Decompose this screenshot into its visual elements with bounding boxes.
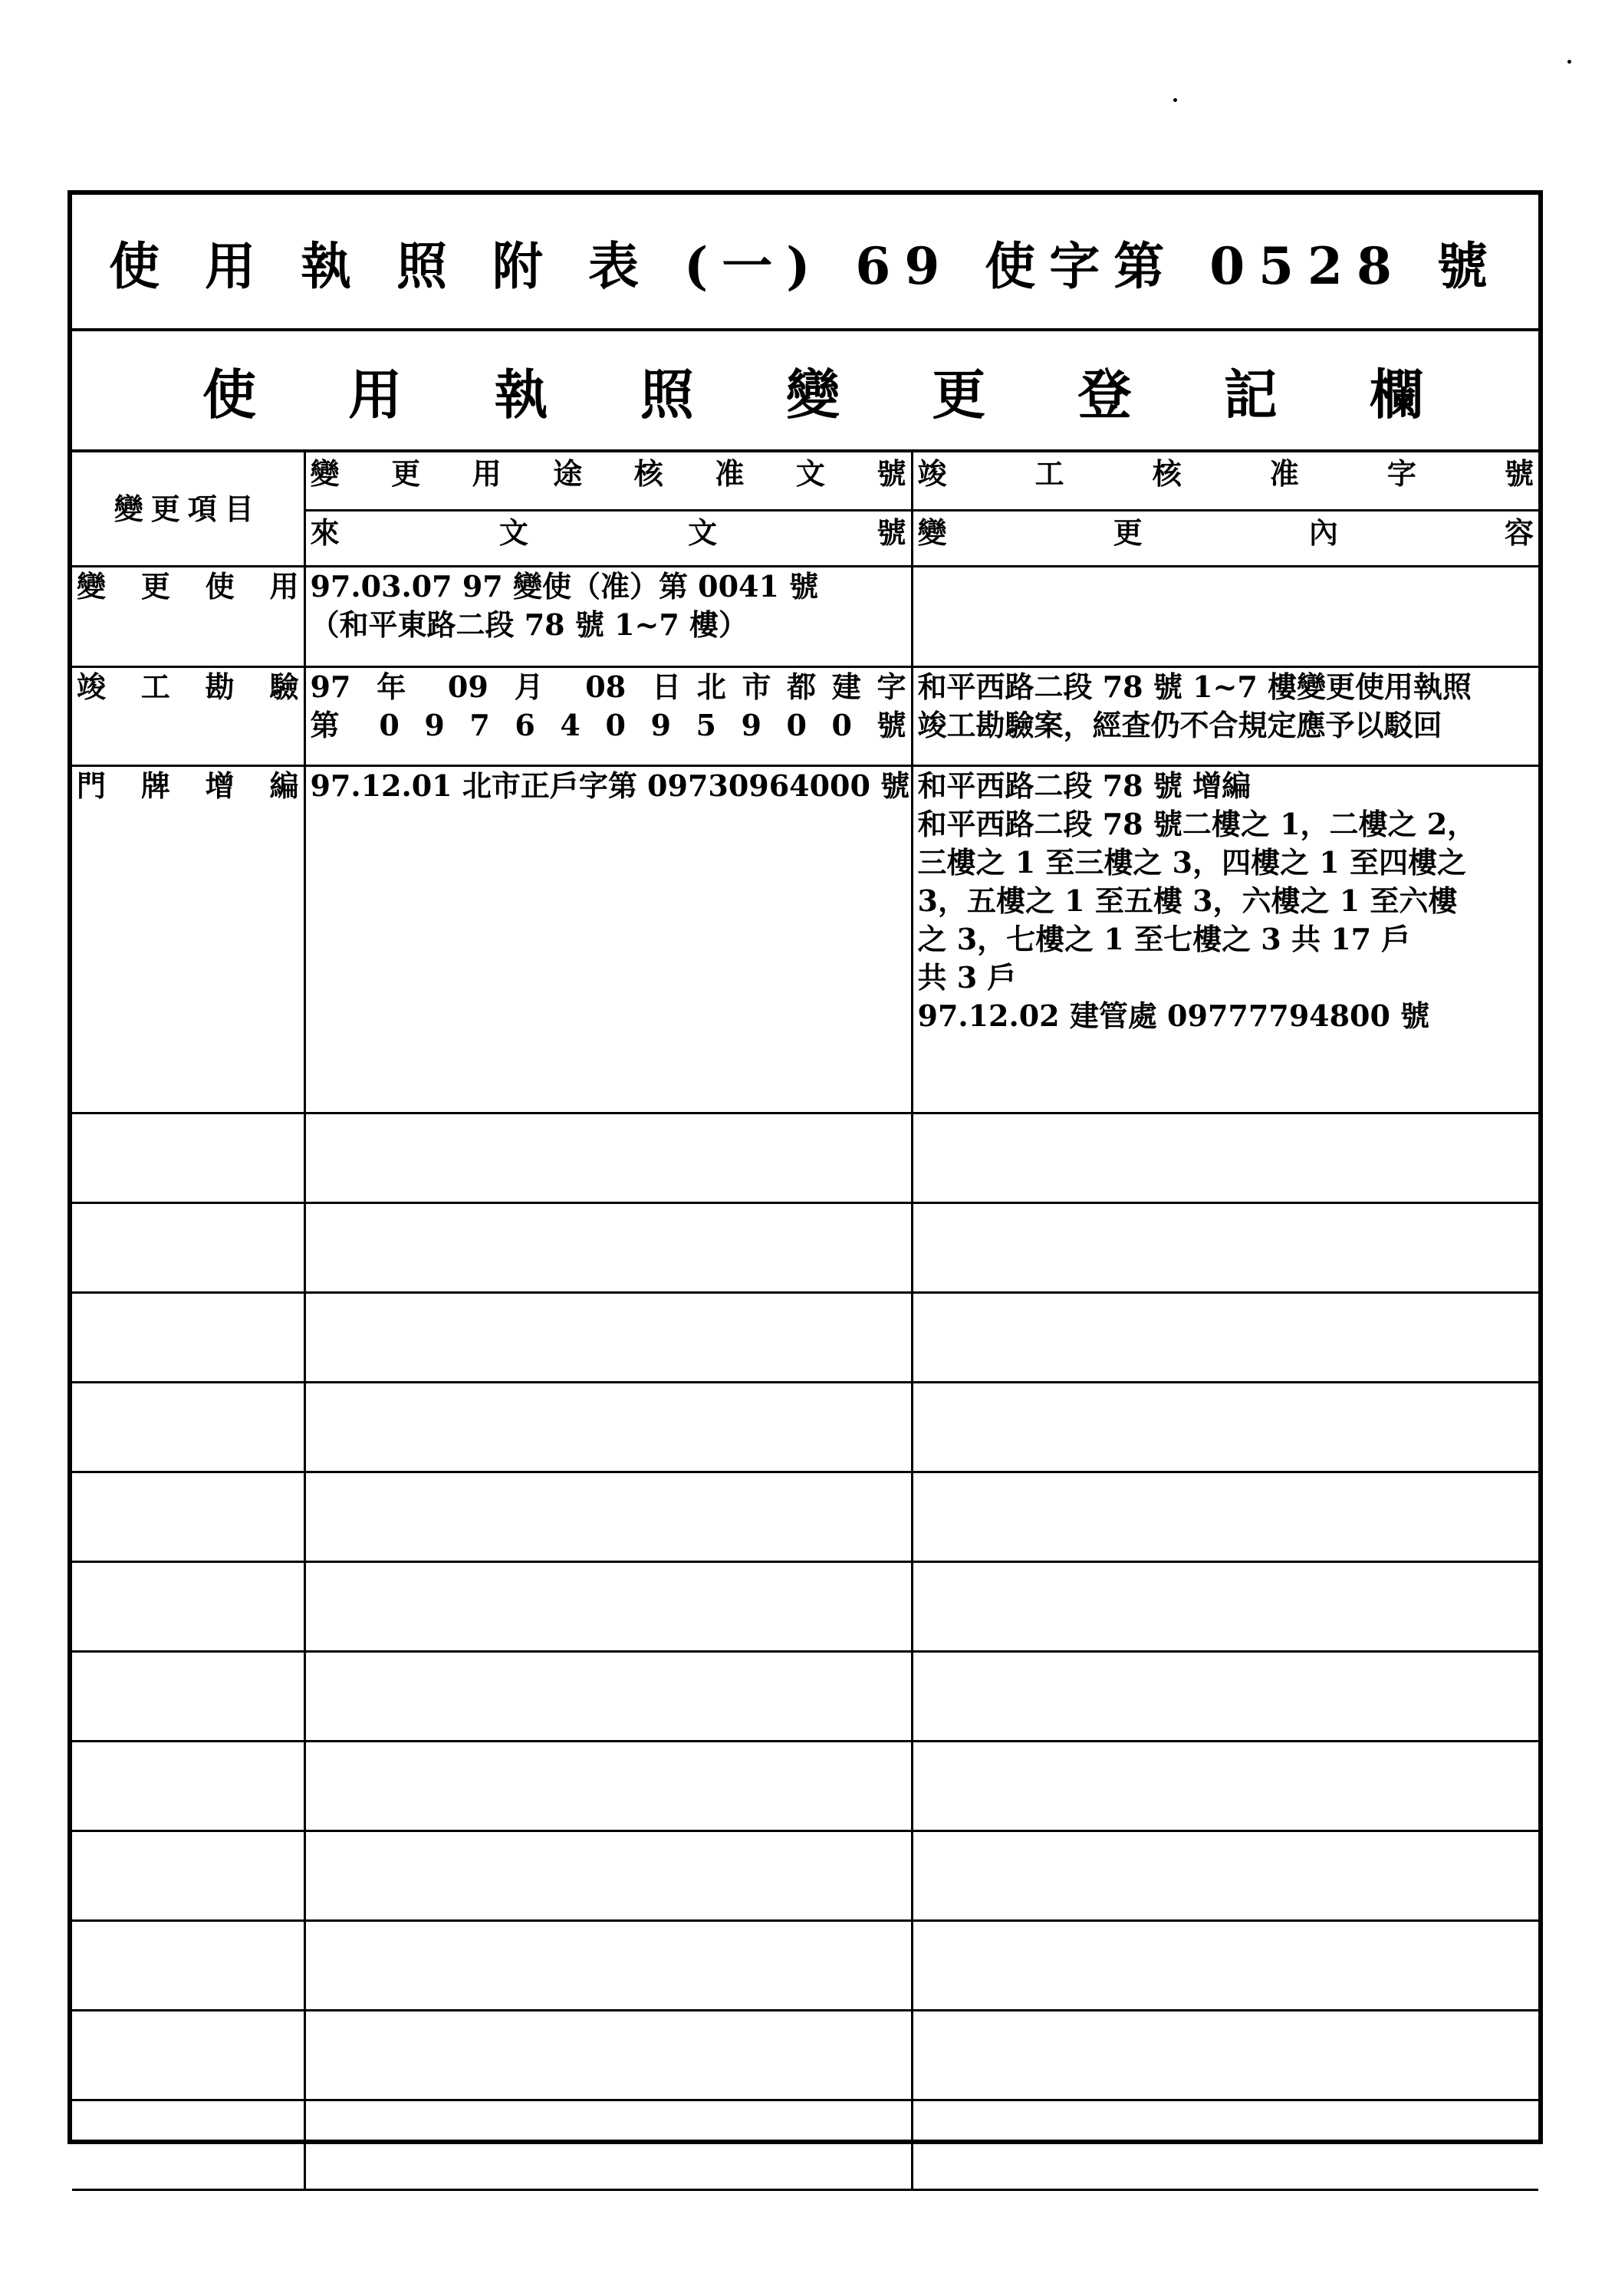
empty-cell [304, 2011, 912, 2100]
subtitle-char: 欄 [1370, 362, 1423, 426]
empty-cell [912, 1652, 1538, 1742]
title-row [72, 195, 1538, 331]
empty-cell [72, 1742, 304, 1831]
header-row [72, 452, 1538, 511]
header-change-content: 變 更 內 容 [912, 511, 1538, 567]
empty-cell [912, 2100, 1538, 2190]
empty-cell [304, 1831, 912, 1921]
empty-cell [72, 1921, 304, 2011]
empty-cell [304, 1383, 912, 1472]
empty-cell [912, 1831, 1538, 1921]
empty-cell [304, 1113, 912, 1203]
empty-cell [72, 1831, 304, 1921]
empty-row [72, 2011, 1538, 2100]
empty-row [72, 1203, 1538, 1293]
empty-cell [304, 1652, 912, 1742]
row-content [912, 567, 1538, 667]
row-ref: 97 年 09 月 08 日北市都建字 第 0 9 7 6 4 0 9 5 9 0 0 號 [304, 667, 912, 766]
empty-row [72, 2100, 1538, 2190]
empty-cell [912, 1562, 1538, 1652]
header-change-use-ref: 變 更 用 途 核 准 文 號 [304, 452, 912, 511]
empty-cell [72, 1562, 304, 1652]
empty-cell [72, 1472, 304, 1562]
table-row [72, 667, 1538, 766]
empty-cell [304, 1742, 912, 1831]
empty-cell [304, 1203, 912, 1293]
empty-row [72, 1652, 1538, 1742]
empty-cell [72, 1652, 304, 1742]
empty-row [72, 1562, 1538, 1652]
subtitle-char: 使 [202, 362, 256, 426]
empty-row [72, 1113, 1538, 1203]
empty-cell [72, 1113, 304, 1203]
row-item: 變 更 使 用 [72, 567, 304, 667]
row-item: 竣 工 勘 驗 [72, 667, 304, 766]
empty-cell [304, 1921, 912, 2011]
empty-cell [304, 1472, 912, 1562]
empty-cell [304, 2100, 912, 2190]
form-title: 使 用 執 照 附 表 (一) 69 使字第 0528 號 [109, 235, 1502, 296]
empty-cell [72, 2100, 304, 2190]
subtitle-char: 用 [348, 362, 403, 426]
scan-speck [1567, 60, 1571, 64]
table-row [72, 766, 1538, 1113]
change-register-table [72, 452, 1538, 2191]
permit-annex-form [67, 190, 1543, 2144]
empty-cell [912, 1113, 1538, 1203]
empty-cell [304, 1293, 912, 1383]
header-change-item: 變更項目 [72, 452, 304, 567]
subtitle-char: 執 [494, 362, 548, 426]
empty-cell [912, 1293, 1538, 1383]
empty-cell [72, 1203, 304, 1293]
subtitle-char: 變 [786, 362, 840, 426]
empty-cell [912, 2011, 1538, 2100]
row-ref: 97.03.07 97 變使（准）第 0041 號 （和平東路二段 78 號 1~7 樓） [304, 567, 912, 667]
empty-cell [912, 1472, 1538, 1562]
row-ref: 97.12.01 北市正戶字第 09730964000 號 [304, 766, 912, 1113]
subtitle-char: 記 [1223, 362, 1278, 426]
subtitle-char: 登 [1077, 362, 1132, 426]
empty-cell [72, 1293, 304, 1383]
empty-row [72, 1742, 1538, 1831]
empty-cell [912, 1203, 1538, 1293]
table-row [72, 567, 1538, 667]
row-content: 和平西路二段 78 號 1~7 樓變更使用執照 竣工勘驗案，經查仍不合規定應予以駁回 [912, 667, 1538, 766]
subtitle-row [72, 331, 1538, 452]
row-content: 和平西路二段 78 號 增編 和平西路二段 78 號二樓之 1，二樓之 2， 三樓之 1 至三樓之 3，四樓之 1 至四樓之 3，五樓之 1 至五樓 3，六樓之 1 至六樓 之 3，七樓之 1 至七樓之 3 共 17 戶 共 3 戶 97.12.02 建管處 09777794800 號 [912, 766, 1538, 1113]
row-item: 門 牌 增 編 [72, 766, 304, 1113]
empty-row [72, 1831, 1538, 1921]
empty-row [72, 1383, 1538, 1472]
empty-row [72, 1472, 1538, 1562]
empty-cell [912, 1742, 1538, 1831]
empty-cell [912, 1921, 1538, 2011]
scan-speck [1173, 98, 1177, 102]
empty-cell [72, 1383, 304, 1472]
empty-row [72, 1921, 1538, 2011]
empty-cell [912, 1383, 1538, 1472]
subtitle-char: 更 [932, 362, 986, 426]
empty-row [72, 1293, 1538, 1383]
empty-cell [304, 1562, 912, 1652]
empty-cell [72, 2011, 304, 2100]
subtitle-char: 照 [640, 362, 694, 426]
header-completion-ref: 竣 工 核 准 字 號 [912, 452, 1538, 511]
header-incoming-ref: 來 文 文 號 [304, 511, 912, 567]
